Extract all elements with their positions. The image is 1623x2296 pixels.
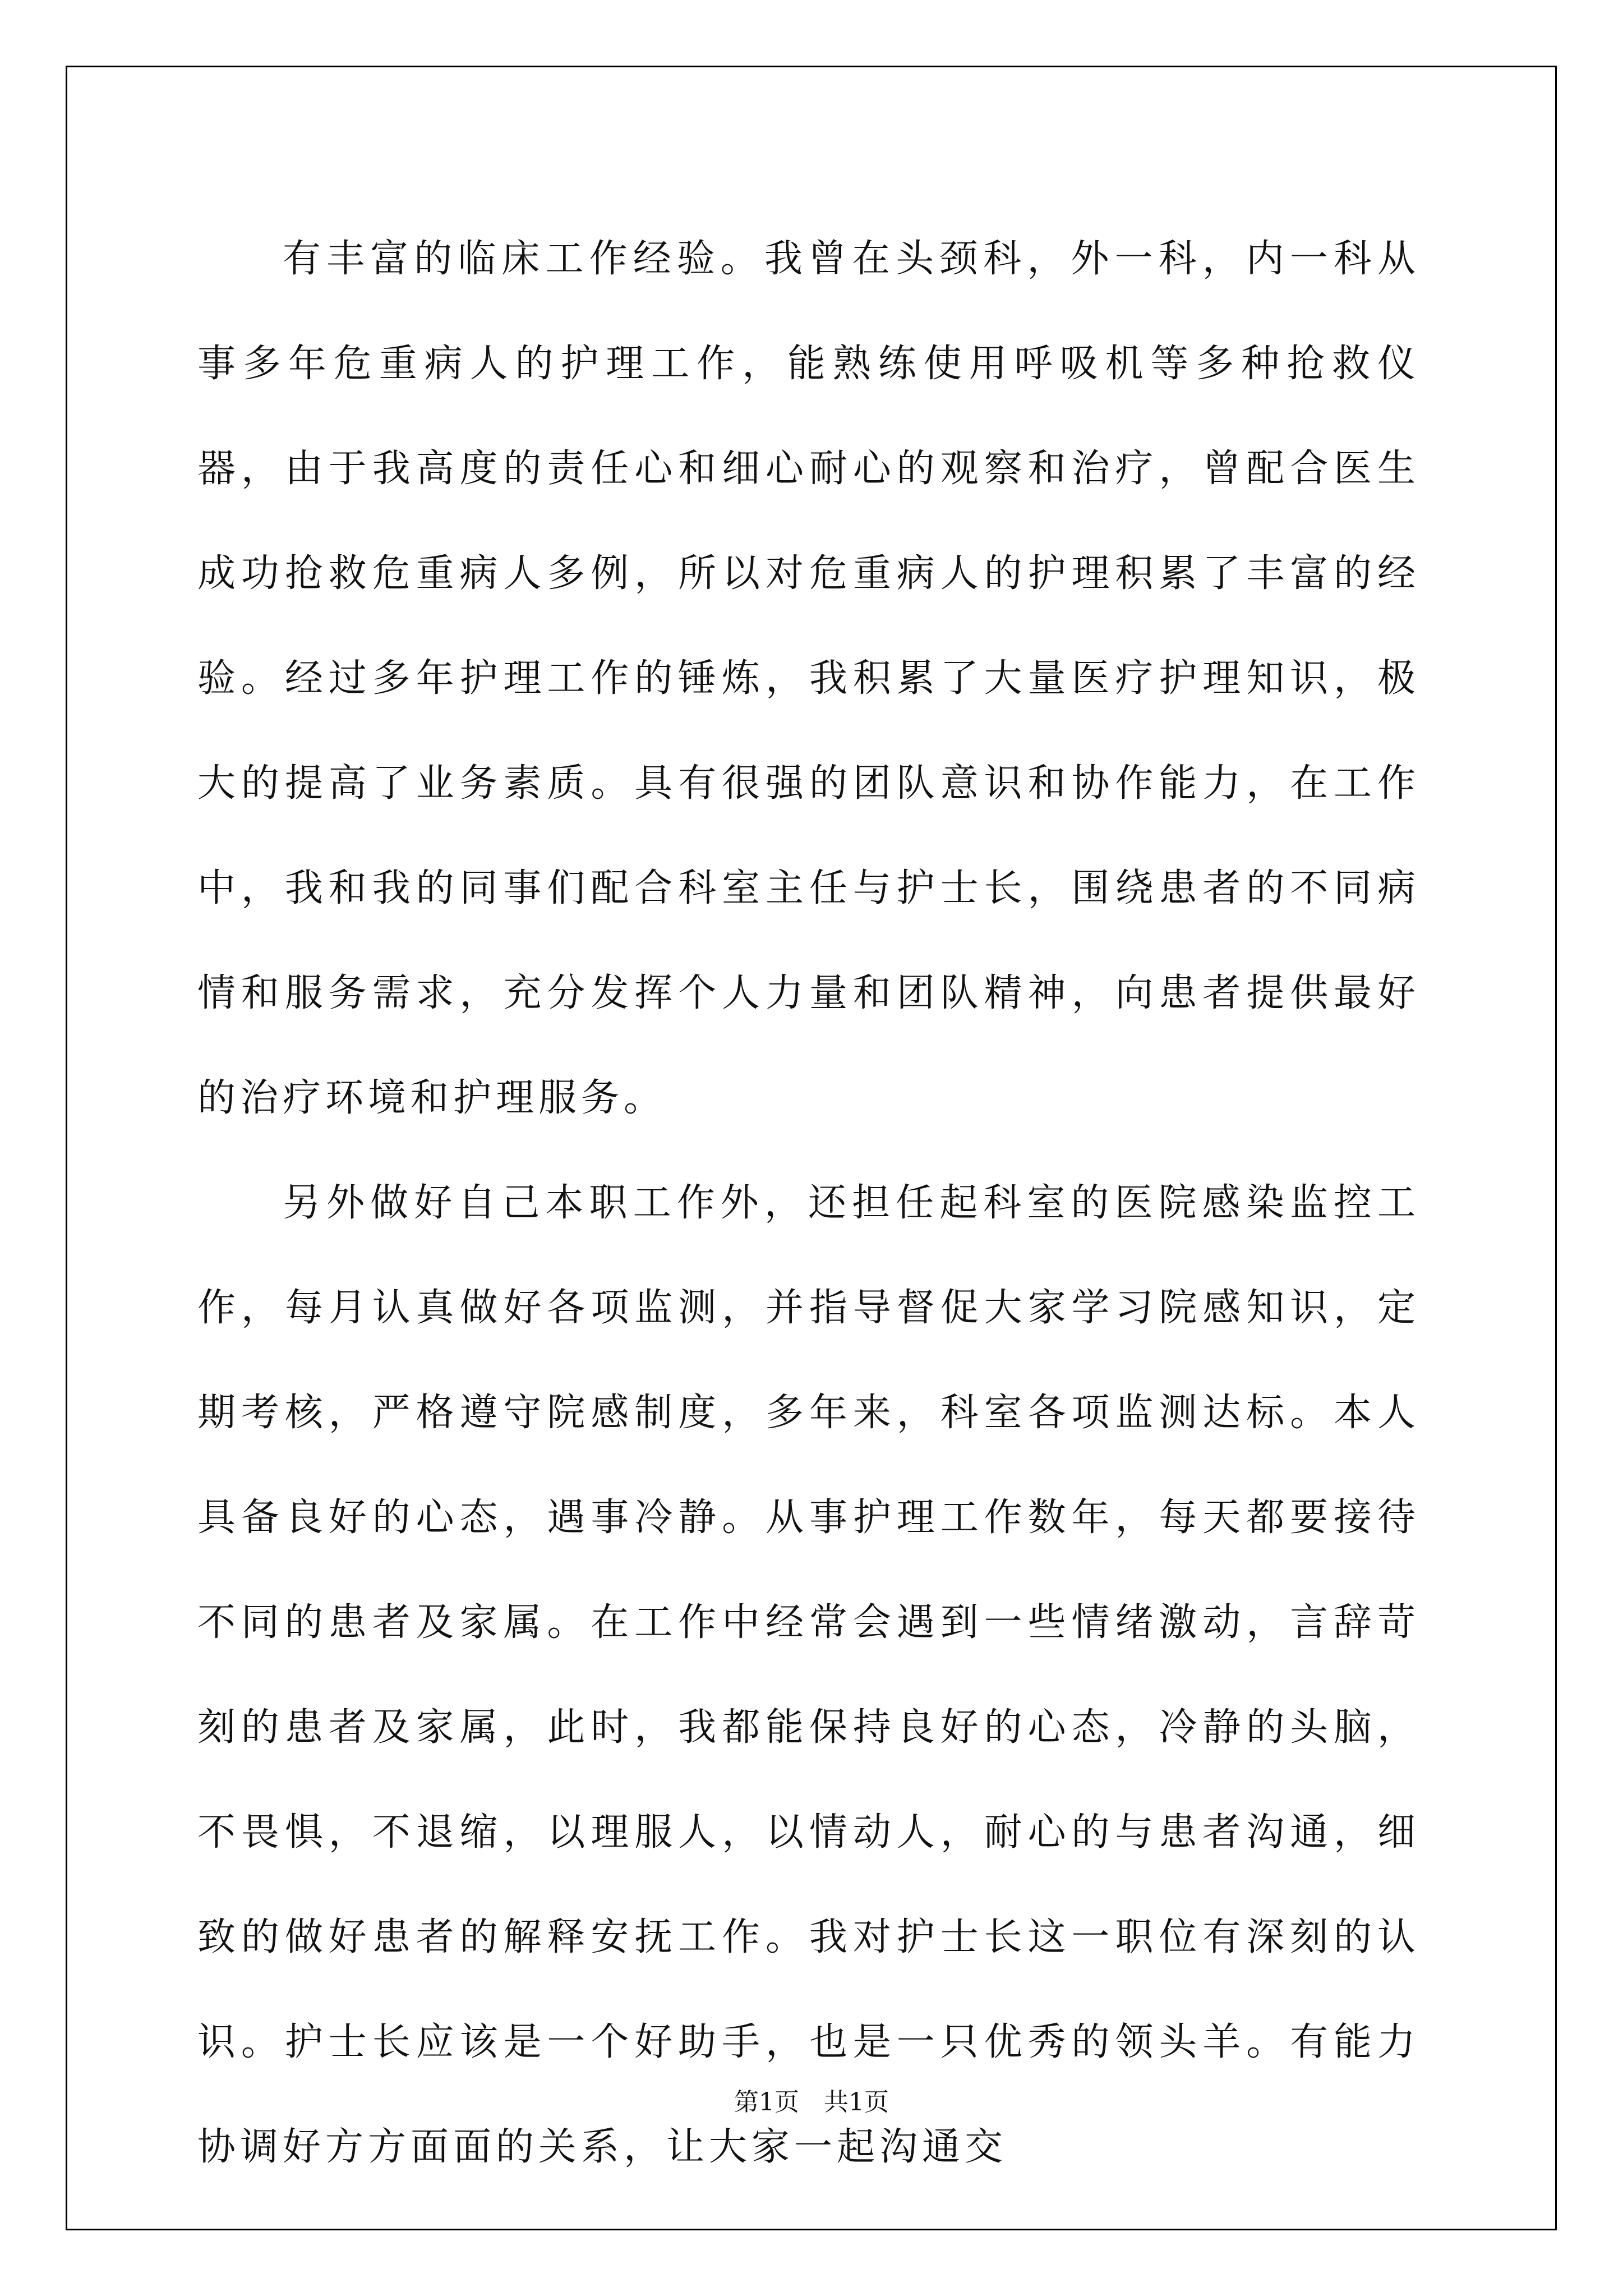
paragraph-2: 另外做好自己本职工作外，还担任起科室的医院感染监控工作，每月认真做好各项监测，并指导督促大家学习院感知识，定期考核，严格遵守院感制度，多年来，科室各项监测达标。本人具备良好的心态，遇事冷静。从事护理工作数年，每天都要接待不同的患者及家属。在工作中经常会遇到一些情绪激动，言辞苛刻的患者及家属，此时，我都能保持良好的心态，冷静的头脑，不畏惧，不退缩，以理服人，以情动人，耐心的与患者沟通，细致的做好患者的解释安抚工作。我对护士长这一职位有深刻的认识。护士长应该是一个好助手，也是一只优秀的领头羊。有能力协调好方方面面的关系，让大家一起沟通交 bbox=[197, 1181, 1420, 2169]
page-number-total: 共1页 bbox=[824, 2088, 889, 2116]
page-number-current: 第1页 bbox=[734, 2088, 799, 2116]
paragraph-1: 有丰富的临床工作经验。我曾在头颈科，外一科，内一科从事多年危重病人的护理工作，能熟练使用呼吸机等多种抢救仪器，由于我高度的责任心和细心耐心的观察和治疗，曾配合医生成功抢救危重病人多例，所以对危重病人的护理积累了丰富的经验。经过多年护理工作的锤炼，我积累了大量医疗护理知识，极大的提高了业务素质。具有很强的团队意识和协作能力，在工作中，我和我的同事们配合科室主任与护士长，围绕患者的不同病情和服务需求，充分发挥个人力量和团队精神，向患者提供最好的治疗环境和护理服务。 bbox=[197, 237, 1420, 1120]
page-footer bbox=[0, 2086, 1623, 2119]
document-body bbox=[197, 206, 1420, 2200]
